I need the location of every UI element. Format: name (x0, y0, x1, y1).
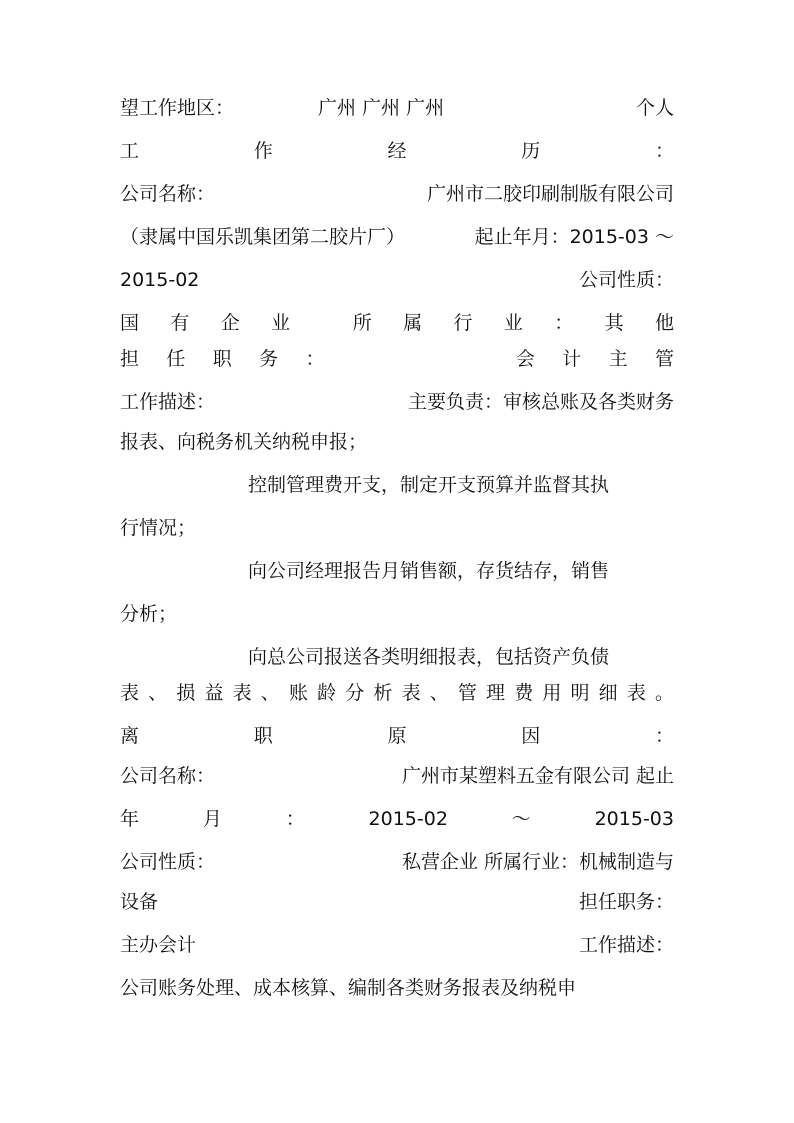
text-line (120, 133, 674, 170)
text-line (120, 424, 674, 461)
char: ： (654, 140, 674, 162)
char: 因 (521, 725, 541, 747)
char: 账 (288, 682, 308, 704)
paragraph-text: 向总公司报送各类明细报表，包括资产负债 (248, 646, 610, 668)
text-line (120, 718, 674, 755)
text-line (120, 384, 674, 421)
paragraph-text: 行情况； (120, 517, 197, 539)
char: 所 (352, 312, 372, 334)
paragraph-text: 公司账务处理、成本核算、编制各类财务报表及纳税申 (120, 977, 577, 999)
text-line (120, 884, 674, 921)
industry-value: 设备 (120, 891, 159, 913)
char: 其 (604, 312, 624, 334)
char: 主 (608, 348, 628, 370)
section-heading (120, 133, 674, 170)
char: 历 (521, 140, 541, 162)
company-name-value: 广州市某塑料五金有限公司 起止 (401, 765, 674, 787)
char: 职 (212, 348, 232, 370)
personal-label: 个人 (635, 97, 674, 119)
company-name-label: 公司名称： (120, 765, 216, 787)
work-region-label: 望工作地区： (120, 97, 235, 119)
char: 析 (373, 682, 393, 704)
text-line (120, 467, 674, 504)
char: 用 (542, 682, 562, 704)
period-end: 2015-03 (594, 808, 674, 830)
char: 、 (148, 682, 168, 704)
char: 表 (120, 682, 140, 704)
text-line (120, 844, 674, 881)
char: 费 (514, 682, 534, 704)
company-type-value: 私营企业 所属行业：机械制造与 (401, 851, 674, 873)
char: 管 (457, 682, 477, 704)
text-line (120, 596, 674, 633)
position-value: 主办会计 (120, 934, 197, 956)
period-line (120, 801, 674, 838)
leaving-reason (120, 718, 674, 755)
period-end: 2015-02 (120, 269, 200, 291)
paragraph-text-justified (120, 675, 674, 712)
char: 任 (166, 348, 186, 370)
company-type-industry (120, 305, 674, 342)
char: 离 (120, 725, 140, 747)
paragraph-text: 分析； (120, 603, 178, 625)
char: 分 (345, 682, 365, 704)
char: 损 (176, 682, 196, 704)
char: 有 (170, 312, 190, 334)
company-type-label: 公司性质： (578, 269, 674, 291)
period-start: 2015-02 (368, 808, 448, 830)
text-line (120, 758, 674, 795)
char: 务 (259, 348, 279, 370)
char: 。 (654, 682, 674, 704)
text-line (120, 176, 674, 213)
char: 行 (453, 312, 473, 334)
text-line (120, 262, 674, 299)
job-description-label: 工作描述： (120, 391, 216, 413)
company-name-label: 公司名称： (120, 183, 216, 205)
char: 职 (253, 725, 273, 747)
char: 年 (120, 808, 140, 830)
text-line (120, 927, 674, 964)
text-line (120, 305, 674, 342)
position-label: 担任职务： (578, 891, 674, 913)
char: 明 (570, 682, 590, 704)
period-label: 起止年月：2015-03 ～ (474, 226, 674, 248)
char: 理 (486, 682, 506, 704)
paragraph-text: 向公司经理报告月销售额，存货结存，销售 (248, 560, 610, 582)
text-line (120, 801, 674, 838)
char: 属 (403, 312, 423, 334)
char: 会 (515, 348, 535, 370)
job-description-label: 工作描述： (578, 934, 674, 956)
text-line (120, 90, 674, 127)
char: ： (285, 808, 305, 830)
char: 龄 (317, 682, 337, 704)
char: ～ (511, 808, 531, 830)
char: 管 (654, 348, 674, 370)
char: 表 (626, 682, 646, 704)
text-line (120, 341, 674, 378)
char: 企 (220, 312, 240, 334)
char: 细 (598, 682, 618, 704)
paragraph-text: 控制管理费开支，制定开支预算并监督其执 (248, 474, 610, 496)
work-region-value: 广州 广州 广州 (318, 97, 445, 119)
char: 、 (429, 682, 449, 704)
char: 、 (260, 682, 280, 704)
char: 业 (503, 312, 523, 334)
char: 原 (387, 725, 407, 747)
char: ： (654, 725, 674, 747)
company-type-label: 公司性质： (120, 851, 216, 873)
position-line (120, 341, 674, 378)
char: 国 (120, 312, 140, 334)
company-affiliation: （隶属中国乐凯集团第二胶片厂） (120, 226, 406, 248)
company-name-value: 广州市二胶印刷制版有限公司 (426, 183, 674, 205)
text-line (120, 219, 674, 256)
paragraph-text: 报表、向税务机关纳税申报； (120, 431, 368, 453)
text-line (120, 970, 674, 1007)
text-line (120, 675, 674, 712)
char: 表 (232, 682, 252, 704)
char: ： (554, 312, 574, 334)
char: 经 (387, 140, 407, 162)
char: 他 (654, 312, 674, 334)
char: 表 (401, 682, 421, 704)
char: 月 (202, 808, 222, 830)
char: 作 (253, 140, 273, 162)
char: ： (305, 348, 325, 370)
char: 计 (562, 348, 582, 370)
char: 担 (120, 348, 140, 370)
text-line (120, 639, 674, 676)
char: 益 (204, 682, 224, 704)
text-line (120, 510, 674, 547)
job-description-text: 主要负责：审核总账及各类财务 (407, 391, 674, 413)
char: 工 (120, 140, 140, 162)
char: 业 (271, 312, 291, 334)
text-line (120, 553, 674, 590)
